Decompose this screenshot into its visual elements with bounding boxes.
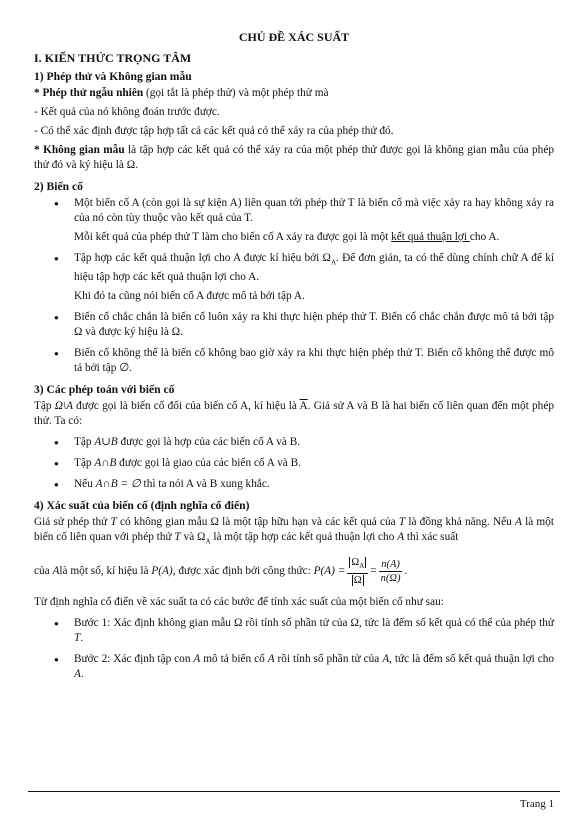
- paragraph-steps-intro: Từ định nghĩa cổ điển về xác suất ta có các bước để tính xác suất của một biến cố như sau:: [34, 595, 444, 608]
- omega-a-symbol: $\Omega_A$: [322, 252, 337, 267]
- list-item: ● Biến cố chắc chắn là biến cố luôn xảy ra khi thực hiện phép thử T. Biến cố chắc chắn được mô tả bởi tập Ω và được ký hiệu là Ω.: [74, 310, 554, 340]
- list-item: ● Tập A∩B được gọi là giao của các biến cố A và B.: [74, 456, 554, 471]
- probability-formula-line: của A là một số, kí hiệu là P(A) , được xác định bởi công thức: P(A) = $\frac{\Omega_A}{\Omega}$ = $\frac{n(A)}{n(\Omega)}$ .: [34, 556, 408, 586]
- a-bar-symbol: $\overline{A}$: [299, 400, 308, 413]
- page-title: CHỦ ĐỀ XÁC SUẤT: [238, 30, 350, 44]
- paragraph-random-trial: * Phép thử ngẫu nhiên (gọi tắt là phép thử) và một phép thử mà: [34, 87, 329, 99]
- subsection-heading-4: 4) Xác suất của biến cố (định nghĩa cổ điển): [34, 499, 250, 513]
- subsection-heading-3: 3) Các phép toán với biến cố: [34, 383, 175, 397]
- steps-bullet-list: [34, 616, 554, 682]
- section-heading-1: I. KIẾN THỨC TRỌNG TÂM: [34, 51, 192, 65]
- paragraph-complement-event: Tập Ω\A được gọi là biến cố đối của biến cố A, kí hiệu là $\overline{A}$. Giả sử A và B là hai biến cố liên quan đến một phép thử. Ta có:: [34, 400, 554, 428]
- list-item: ● Nếu A∩B = ∅ thì ta nói A và B xung khắc.: [74, 477, 554, 492]
- operations-bullet-list: [34, 435, 554, 492]
- paragraph-unpredictable: - Kết quả của nó không đoán trước được.: [34, 106, 220, 118]
- page-number: Trang 1: [519, 798, 554, 810]
- fraction-count: $\frac{n(A)}{n(\Omega)}$: [380, 558, 401, 584]
- list-item: ● Tập A∪B được gọi là hợp của các biến cố A và B.: [74, 435, 554, 450]
- subsection-heading-1: 1) Phép thử và Không gian mẫu: [34, 70, 192, 83]
- fraction-omega: $\frac{\Omega_A}{\Omega}$: [347, 556, 368, 587]
- list-item: ● Một biến cố A (còn gọi là sự kiện A) liên quan tới phép thử T là biến cố mà việc xảy ra hay không xảy ra của nó còn tùy thuộc vào kết quả của T. Mỗi kết quả của phép thử T làm cho biến cố A xảy ra được gọi là một kết quả thuận lợi cho A.: [74, 196, 554, 245]
- paragraph-determinable: - Có thể xác định được tập hợp tất cả các kết quả có thể xảy ra của phép thử đó.: [34, 125, 394, 137]
- event-bullet-list: [34, 196, 554, 376]
- paragraph-classical-definition: Giả sử phép thử T có không gian mẫu Ω là một tập hữu hạn và các kết quả của T là đồng khả năng. Nếu A là một biến cố liên quan với phép thử T và $\Omega_A$ là một tập hợp các kết quả thuận lợi cho A thì xác suất: [34, 516, 554, 546]
- paragraph-sample-space: * Không gian mẫu là tập hợp các kết quả có thể xảy ra của một phép thử được gọi là không gian mẫu của phép thử đó và ký hiệu là Ω.: [34, 144, 554, 171]
- formula-lhs: P(A) =: [313, 564, 346, 577]
- footer-divider: [28, 791, 560, 792]
- list-item: ● Biến cố không thể là biến cố không bao giờ xảy ra khi thực hiện phép thử T. Biến cố không thể được mô tả bởi tập ∅.: [74, 346, 554, 376]
- subsection-heading-2: 2) Biến cố: [34, 180, 83, 193]
- list-item: ● Tập hợp các kết quả thuận lợi cho A được kí hiệu bởi $\Omega_A$. Để đơn giản, ta có thể dùng chính chữ A để kí hiệu tập hợp các kết quả thuận lợi cho A. Khi đó ta cũng nói biến cố A được mô tả bởi tập A.: [74, 251, 554, 304]
- list-item: ● Bước 1: Xác định không gian mẫu Ω rồi tính số phần tử của Ω, tức là đếm số kết quả có thể của phép thử T.: [74, 616, 554, 646]
- list-item: ● Bước 2: Xác định tập con A mô tả biến cố A rồi tính số phần tử của A, tức là đếm số kết quả thuận lợi cho A.: [74, 652, 554, 682]
